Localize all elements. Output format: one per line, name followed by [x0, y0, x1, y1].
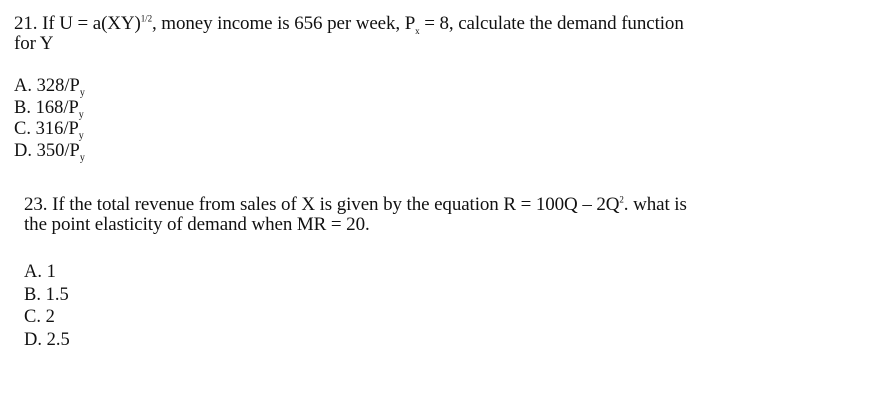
- question-stem: [14, 14, 874, 54]
- option-value: 1.5: [45, 284, 69, 305]
- option-subscript: y: [78, 109, 84, 121]
- question-number: 23.: [24, 194, 48, 215]
- option-value: 350/P: [36, 140, 80, 161]
- option-letter: C.: [14, 119, 31, 139]
- question-23: [24, 195, 874, 351]
- stem-text-line2: for Y: [14, 33, 54, 54]
- question-number: 21.: [14, 13, 38, 34]
- option-a[interactable]: [14, 76, 874, 98]
- stem-text-line2: the point elasticity of demand when MR = 20.: [24, 214, 370, 235]
- option-a[interactable]: [24, 261, 874, 284]
- option-subscript: y: [79, 152, 85, 164]
- question-stem: [24, 195, 874, 235]
- option-c[interactable]: [24, 306, 874, 329]
- option-value: 2: [45, 307, 55, 327]
- option-letter: B.: [24, 284, 41, 305]
- answer-options: [14, 76, 874, 162]
- stem-subscript: x: [415, 25, 420, 36]
- answer-options: [24, 261, 874, 351]
- option-letter: D.: [24, 329, 42, 350]
- option-value: 2.5: [46, 329, 70, 350]
- stem-text: If U = a(XY): [42, 13, 141, 34]
- option-d[interactable]: [24, 329, 874, 352]
- stem-text: If the total revenue from sales of X is given by the equation R = 100Q – 2Q: [52, 194, 620, 215]
- option-c[interactable]: [14, 119, 874, 141]
- stem-exponent: 2: [619, 194, 624, 205]
- option-value: 1: [46, 262, 56, 282]
- option-letter: A.: [24, 262, 42, 282]
- stem-text: , money income is 656 per week, P: [151, 13, 416, 34]
- option-letter: C.: [24, 307, 41, 327]
- option-b[interactable]: [24, 284, 874, 307]
- option-subscript: y: [79, 87, 85, 99]
- option-value: 328/P: [36, 76, 80, 96]
- stem-exponent: 1/2: [140, 13, 152, 24]
- option-d[interactable]: [14, 141, 874, 163]
- stem-text: = 8, calculate the demand function: [419, 13, 684, 34]
- option-b[interactable]: [14, 98, 874, 120]
- option-value: 168/P: [35, 97, 79, 118]
- option-letter: D.: [14, 140, 32, 161]
- option-letter: B.: [14, 97, 31, 118]
- option-letter: A.: [14, 76, 32, 96]
- question-21: [14, 14, 874, 162]
- option-subscript: y: [78, 130, 84, 142]
- option-value: 316/P: [35, 119, 79, 139]
- stem-text: . what is: [623, 194, 687, 215]
